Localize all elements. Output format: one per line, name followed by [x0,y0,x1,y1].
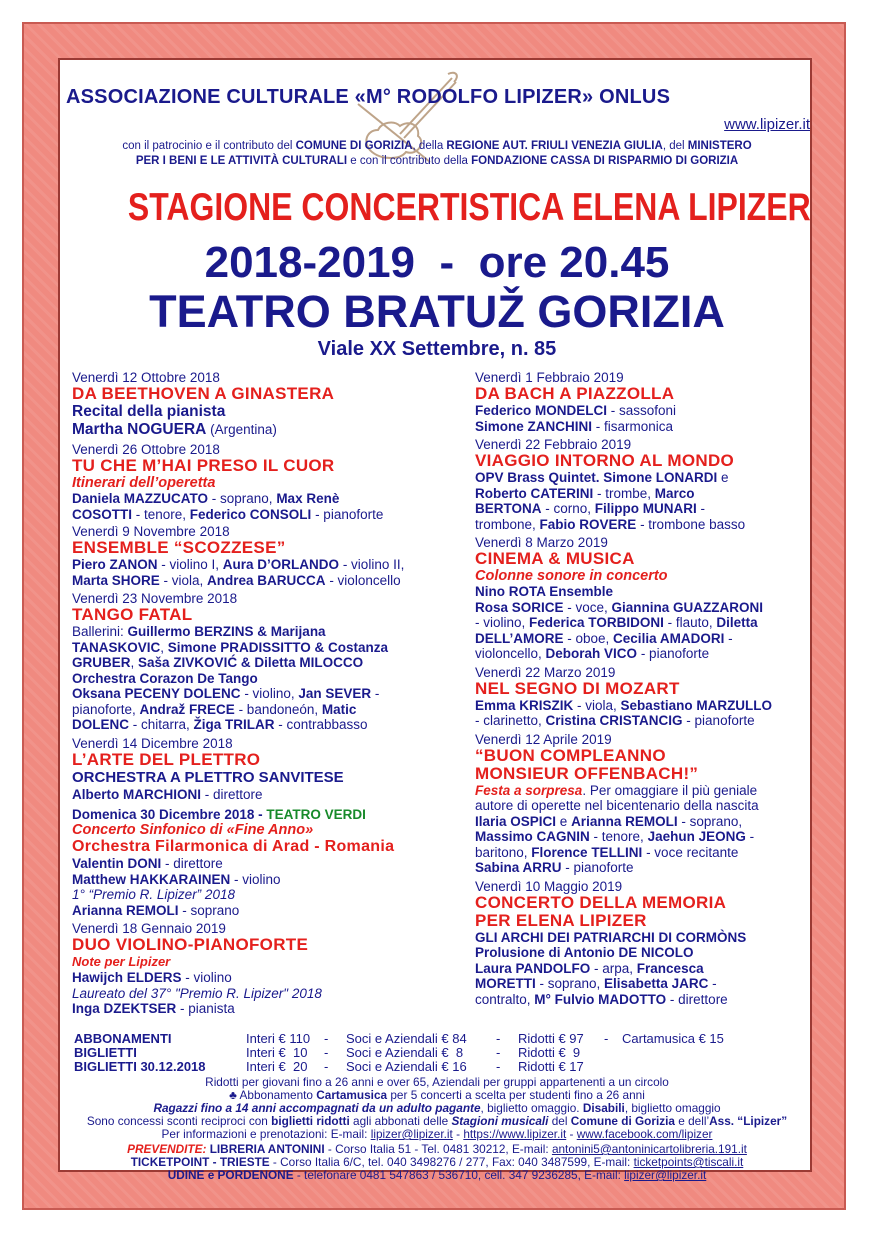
venue-address: Viale XX Settembre, n. 85 [317,338,557,360]
event-line: OPV Brass Quintet. Simone LONARDI e [475,470,729,485]
event-line: Roberto CATERINI - trombe, Marco [475,485,695,501]
event-title: ENSEMBLE “SCOZZESE” [72,538,286,557]
event-line: Rosa SORICE - voce, Giannina GUAZZARONI [475,599,764,615]
patronage-line-2: PER I BENI E LE ATTIVITÀ CULTURALI e con il contributo della FONDAZIONE CASSA DI RISPARMIO DI GORIZIA [135,155,739,167]
event-title: TANGO FATAL [72,605,193,624]
event-title: DA BACH A PIAZZOLLA [475,384,675,403]
event-line: BERTONA - corno, Filippo MUNARI - [475,501,706,516]
event-date: Venerdì 12 Aprile 2019 [475,731,612,747]
event-line: Daniela MAZZUCATO - soprano, Max Renè [72,491,340,506]
event-line: Marta SHORE - viola, Andrea BARUCCA - violoncello [72,572,401,588]
email-link[interactable]: lipizer@lipizer.it [370,1127,453,1141]
event-line: COSOTTI - tenore, Federico CONSOLI - pianoforte [72,506,384,522]
event-7 [72,921,432,1017]
event-line: Ilaria OSPICI e Arianna REMOLI - soprano, [475,813,743,829]
event-title: “BUON COMPLEANNO [475,745,666,765]
event-sub: Concerto Sinfonico di «Fine Anno» [72,822,314,838]
event-line: Nino ROTA Ensemble [475,584,614,599]
event-4 [72,591,432,733]
event-13 [475,879,815,1008]
event-10 [475,535,815,662]
event-3 [72,524,432,588]
event-title: DUO VIOLINO-PIANOFORTE [72,935,309,954]
event-title: TU CHE M’HAI PRESO IL CUOR [72,456,335,475]
event-line: Federico MONDELCI - sassofoni [475,403,677,418]
event-line: Piero ZANON - violino I, Aura D’ORLANDO - violino II, [72,557,405,572]
facebook-link[interactable]: www.facebook.com/lipizer [576,1127,713,1141]
price-row: BIGLIETTI Interi € 10 - Soci e Aziendali € 8 - Ridotti € 9 [74,1045,581,1060]
event-line: pianoforte, Andraž FRECE - bandoneón, Matic [72,701,357,717]
event-line: DOLENC - chitarra, Žiga TRILAR - contrabbasso [72,717,368,732]
event-11 [475,665,815,729]
price-row: BIGLIETTI 30.12.2018 Interi € 20 - Soci e Aziendali € 16 - Ridotti € 17 [74,1059,584,1074]
event-line: Oksana PECENY DOLENC - violino, Jan SEVER - [72,686,380,701]
event-date: Venerdì 1 Febbraio 2019 [475,370,624,385]
event-date: Venerdì 18 Gennaio 2019 [72,921,226,936]
event-sub: Note per Lipizer [72,954,171,969]
event-line: DELL’AMORE - oboe, Cecilia AMADORI - [475,630,733,646]
antonini-email-link[interactable]: antonini5@antoninicartolibreria.191.it [551,1142,747,1156]
event-line: Emma KRISZIK - viola, Sebastiano MARZULLO [475,697,773,713]
event-date: Venerdì 9 Novembre 2018 [72,524,230,539]
event-line: Massimo CAGNIN - tenore, Jaehun JEONG - [475,829,755,844]
event-line: ORCHESTRA A PLETTRO SANVITESE [72,768,344,786]
event-line: - violino, Federica TORBIDONI - flauto, Diletta [475,615,758,630]
event-line: Alberto MARCHIONI - direttore [72,786,263,802]
footer-info: Per informazioni e prenotazioni: E-mail: lipizer@lipizer.it - https://www.lipizer.it - www.facebook.com/lipizer [161,1127,713,1141]
event-line: GLI ARCHI DEI PATRIARCHI DI CORMÒNS [475,929,747,945]
event-title: CINEMA & MUSICA [475,549,635,568]
footer-discounts: Sono concessi sconti reciproci con biglietti ridotti agli abbonati delle Stagioni musicali del Comune di Gorizia e dell’Ass. “Lipizer” [86,1114,788,1128]
venue-title: TEATRO BRATUŽ GORIZIA [149,286,725,337]
event-title: DA BEETHOVEN A GINASTERA [72,384,335,403]
event-title: PER ELENA LIPIZER [475,910,647,930]
season-title: STAGIONE CONCERTISTICA ELENA LIPIZER [127,186,811,229]
event-title: NEL SEGNO DI MOZART [475,678,680,698]
event-line: TANASKOVIC, Simone PRADISSITTO & Costanza [72,639,389,655]
event-line: Matthew HAKKARAINEN - violino [72,871,281,887]
season-years: 2018-2019 - ore 20.45 [204,238,670,287]
event-line: GRUBER, Saša ZIVKOVIĆ & Diletta MILOCCO [72,655,364,670]
event-1 [72,370,432,439]
event-12 [475,732,815,876]
events-left-column [72,370,432,1017]
footer-ragazzi: Ragazzi fino a 14 anni accompagnati da un adulto pagante, biglietto omaggio. Disabili, biglietto omaggio [153,1101,721,1115]
event-line: violoncello, Deborah VICO - pianoforte [475,646,710,661]
event-5 [72,736,432,803]
event-line: Hawijch ELDERS - violino [72,970,232,985]
event-line: Laureato del 37° "Premio R. Lipizer" 2018 [72,985,322,1001]
footer-reductions: Ridotti per giovani fino a 26 anni e over 65, Aziendali per gruppi appartenenti a un circolo [205,1075,669,1089]
event-line: Valentin DONI - direttore [72,856,223,871]
event-line: Ballerini: Guillermo BERZINS & Marijana [72,624,326,639]
event-line: 1° “Premio R. Lipizer” 2018 [72,887,235,902]
event-2 [72,442,432,522]
event-6 [72,807,432,918]
event-line: Martha NOGUERA (Argentina) [72,421,277,438]
event-title: L’ARTE DEL PLETTRO [72,749,261,769]
event-line: Sabina ARRU - pianoforte [475,860,634,875]
event-line: - clarinetto, Cristina CRISTANCIG - pianoforte [475,713,755,728]
event-line: Recital della pianista [72,403,226,420]
event-line: Prolusione di Antonio DE NICOLO [475,945,694,960]
price-row: ABBONAMENTI Interi € 110 - Soci e Aziendali € 84 - Ridotti € 97 - Cartamusica € 15 [74,1031,724,1046]
event-title: MONSIEUR OFFENBACH!” [475,763,699,783]
event-title: Orchestra Filarmonica di Arad - Romania [72,838,395,855]
event-line: baritono, Florence TELLINI - voce recitante [475,844,739,860]
events-right-column [475,370,815,1007]
event-date: Venerdì 23 Novembre 2018 [72,591,238,606]
event-line: Laura PANDOLFO - arpa, Francesca [475,960,704,976]
price-table [72,1032,726,1074]
ticketpoint-email-link[interactable]: ticketpoints@tiscali.it [633,1155,744,1169]
event-date: Domenica 30 Dicembre 2018 - TEATRO VERDI [72,807,366,822]
event-9 [475,437,815,532]
lipizer-email-link[interactable]: lipizer@lipizer.it [624,1168,707,1182]
event-line: MORETTI - soprano, Elisabetta JARC - [475,976,717,991]
footer-udine: UDINE e PORDENONE - telefonare 0481 547863 / 536710, cell. 347 9236285, E-mail: lipizer@lipizer.it [167,1168,707,1182]
event-date: Venerdì 8 Marzo 2019 [475,535,608,550]
event-title: CONCERTO DELLA MEMORIA [475,892,727,912]
patronage-line-1: con il patrocinio e il contributo del COMUNE DI GORIZIA, della REGIONE AUT. FRIULI VENEZIA GIULIA, del MINISTERO [122,140,752,152]
event-date: Venerdì 22 Marzo 2019 [475,664,616,680]
event-sub: Colonne sonore in concerto [475,568,668,584]
event-line: autore di operette nel bicentenario della nascita [475,798,759,813]
event-date: Venerdì 26 Ottobre 2018 [72,442,220,457]
event-date: Venerdì 14 Dicembre 2018 [72,735,233,751]
event-date: Venerdì 22 Febbraio 2019 [475,437,632,452]
event-sub: Itinerari dell’operetta [72,475,216,491]
event-line: Arianna REMOLI - soprano [72,902,240,918]
event-line: Simone ZANCHINI - fisarmonica [475,418,674,434]
event-line: Inga DZEKTSER - pianista [72,1001,235,1016]
event-line: Orchestra Corazon De Tango [72,670,258,686]
event-8 [475,370,815,434]
website-link[interactable]: www.lipizer.it [724,116,810,133]
event-line: Festa a sorpresa. Per omaggiare il più geniale [475,782,758,798]
event-title: VIAGGIO INTORNO AL MONDO [475,451,735,470]
event-line: contralto, M° Fulvio MADOTTO - direttore [475,991,728,1007]
association-name: ASSOCIAZIONE CULTURALE «M° RODOLFO LIPIZER» ONLUS [66,86,671,108]
website-link-footer[interactable]: https://www.lipizer.it [463,1127,567,1141]
event-date: Venerdì 10 Maggio 2019 [475,878,623,894]
footer-prevendite: PREVENDITE: LIBRERIA ANTONINI - Corso Italia 51 - Tel. 0481 30212, E-mail: antonini5@antoninicartolibreria.191.it [127,1142,747,1156]
event-line: trombone, Fabio ROVERE - trombone basso [475,516,746,532]
event-date: Venerdì 12 Ottobre 2018 [72,370,220,385]
footer-cartamusica: ♣ Abbonamento Cartamusica per 5 concerti a scelta per studenti fino a 26 anni [229,1088,645,1102]
footer-ticketpoint: TICKETPOINT - TRIESTE - Corso Italia 6/C, tel. 040 3498276 / 277, Fax: 040 3487599, E-mail: ticketpoints@tiscali.it [130,1155,744,1169]
